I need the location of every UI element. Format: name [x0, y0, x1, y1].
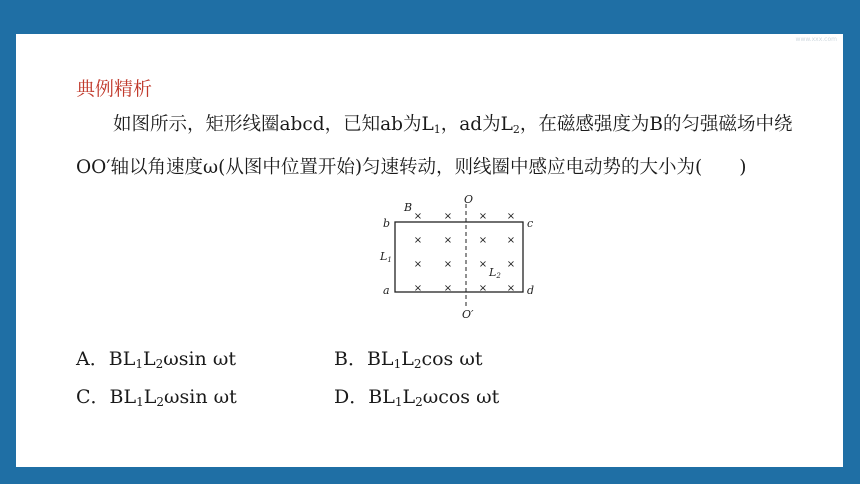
field-cross: ×	[443, 259, 453, 270]
label-d: d	[527, 284, 535, 297]
field-cross: ×	[478, 283, 488, 294]
question-text	[76, 106, 818, 187]
label-L2: L2	[489, 266, 501, 280]
field-cross: ×	[506, 283, 516, 294]
field-cross: ×	[413, 235, 423, 246]
option-b[interactable]: B．$BL_1L_2\cos$ ωt	[334, 348, 483, 371]
question-part2: ，ad为L	[440, 114, 513, 135]
field-cross: ×	[443, 283, 453, 294]
question-sub1: 1	[433, 123, 441, 136]
field-cross: ×	[478, 211, 488, 222]
label-B: B	[404, 201, 413, 214]
field-cross: ×	[413, 211, 423, 222]
label-L1: L1	[380, 250, 392, 264]
field-cross: ×	[478, 259, 488, 270]
label-c: c	[527, 217, 534, 230]
label-a: a	[383, 284, 390, 297]
label-O: O	[464, 194, 474, 206]
field-cross: ×	[413, 283, 423, 294]
field-cross: ×	[478, 235, 488, 246]
option-d[interactable]: D．$BL_1L_2\omega\cos$ ωt	[334, 386, 500, 409]
label-b: b	[383, 217, 391, 230]
option-a[interactable]: A．$BL_1L_2\omega\sin$ ωt	[76, 348, 236, 371]
slide-panel	[16, 34, 843, 467]
label-O-prime: O′	[462, 308, 474, 320]
field-cross: ×	[413, 259, 423, 270]
coil-diagram	[375, 194, 545, 320]
watermark: www.xxx.com	[795, 36, 837, 43]
option-c[interactable]: C．$BL_1L_2\omega\sin$ ωt	[76, 386, 237, 409]
field-cross: ×	[443, 235, 453, 246]
field-cross: ×	[443, 211, 453, 222]
field-cross: ×	[506, 211, 516, 222]
question-sub2: 2	[512, 123, 520, 136]
field-cross: ×	[506, 259, 516, 270]
coil-rectangle	[395, 222, 523, 292]
question-part1: 如图所示，矩形线圈abcd，已知ab为L	[113, 114, 434, 135]
section-heading: 典例精析	[76, 78, 153, 100]
field-cross: ×	[506, 235, 516, 246]
question-part3: ，在磁感强度为B的匀强磁场中绕OO′轴以角速度ω(从图中位置开始)匀速转动，则线圈中感应电动势的大小为( )	[76, 114, 793, 178]
